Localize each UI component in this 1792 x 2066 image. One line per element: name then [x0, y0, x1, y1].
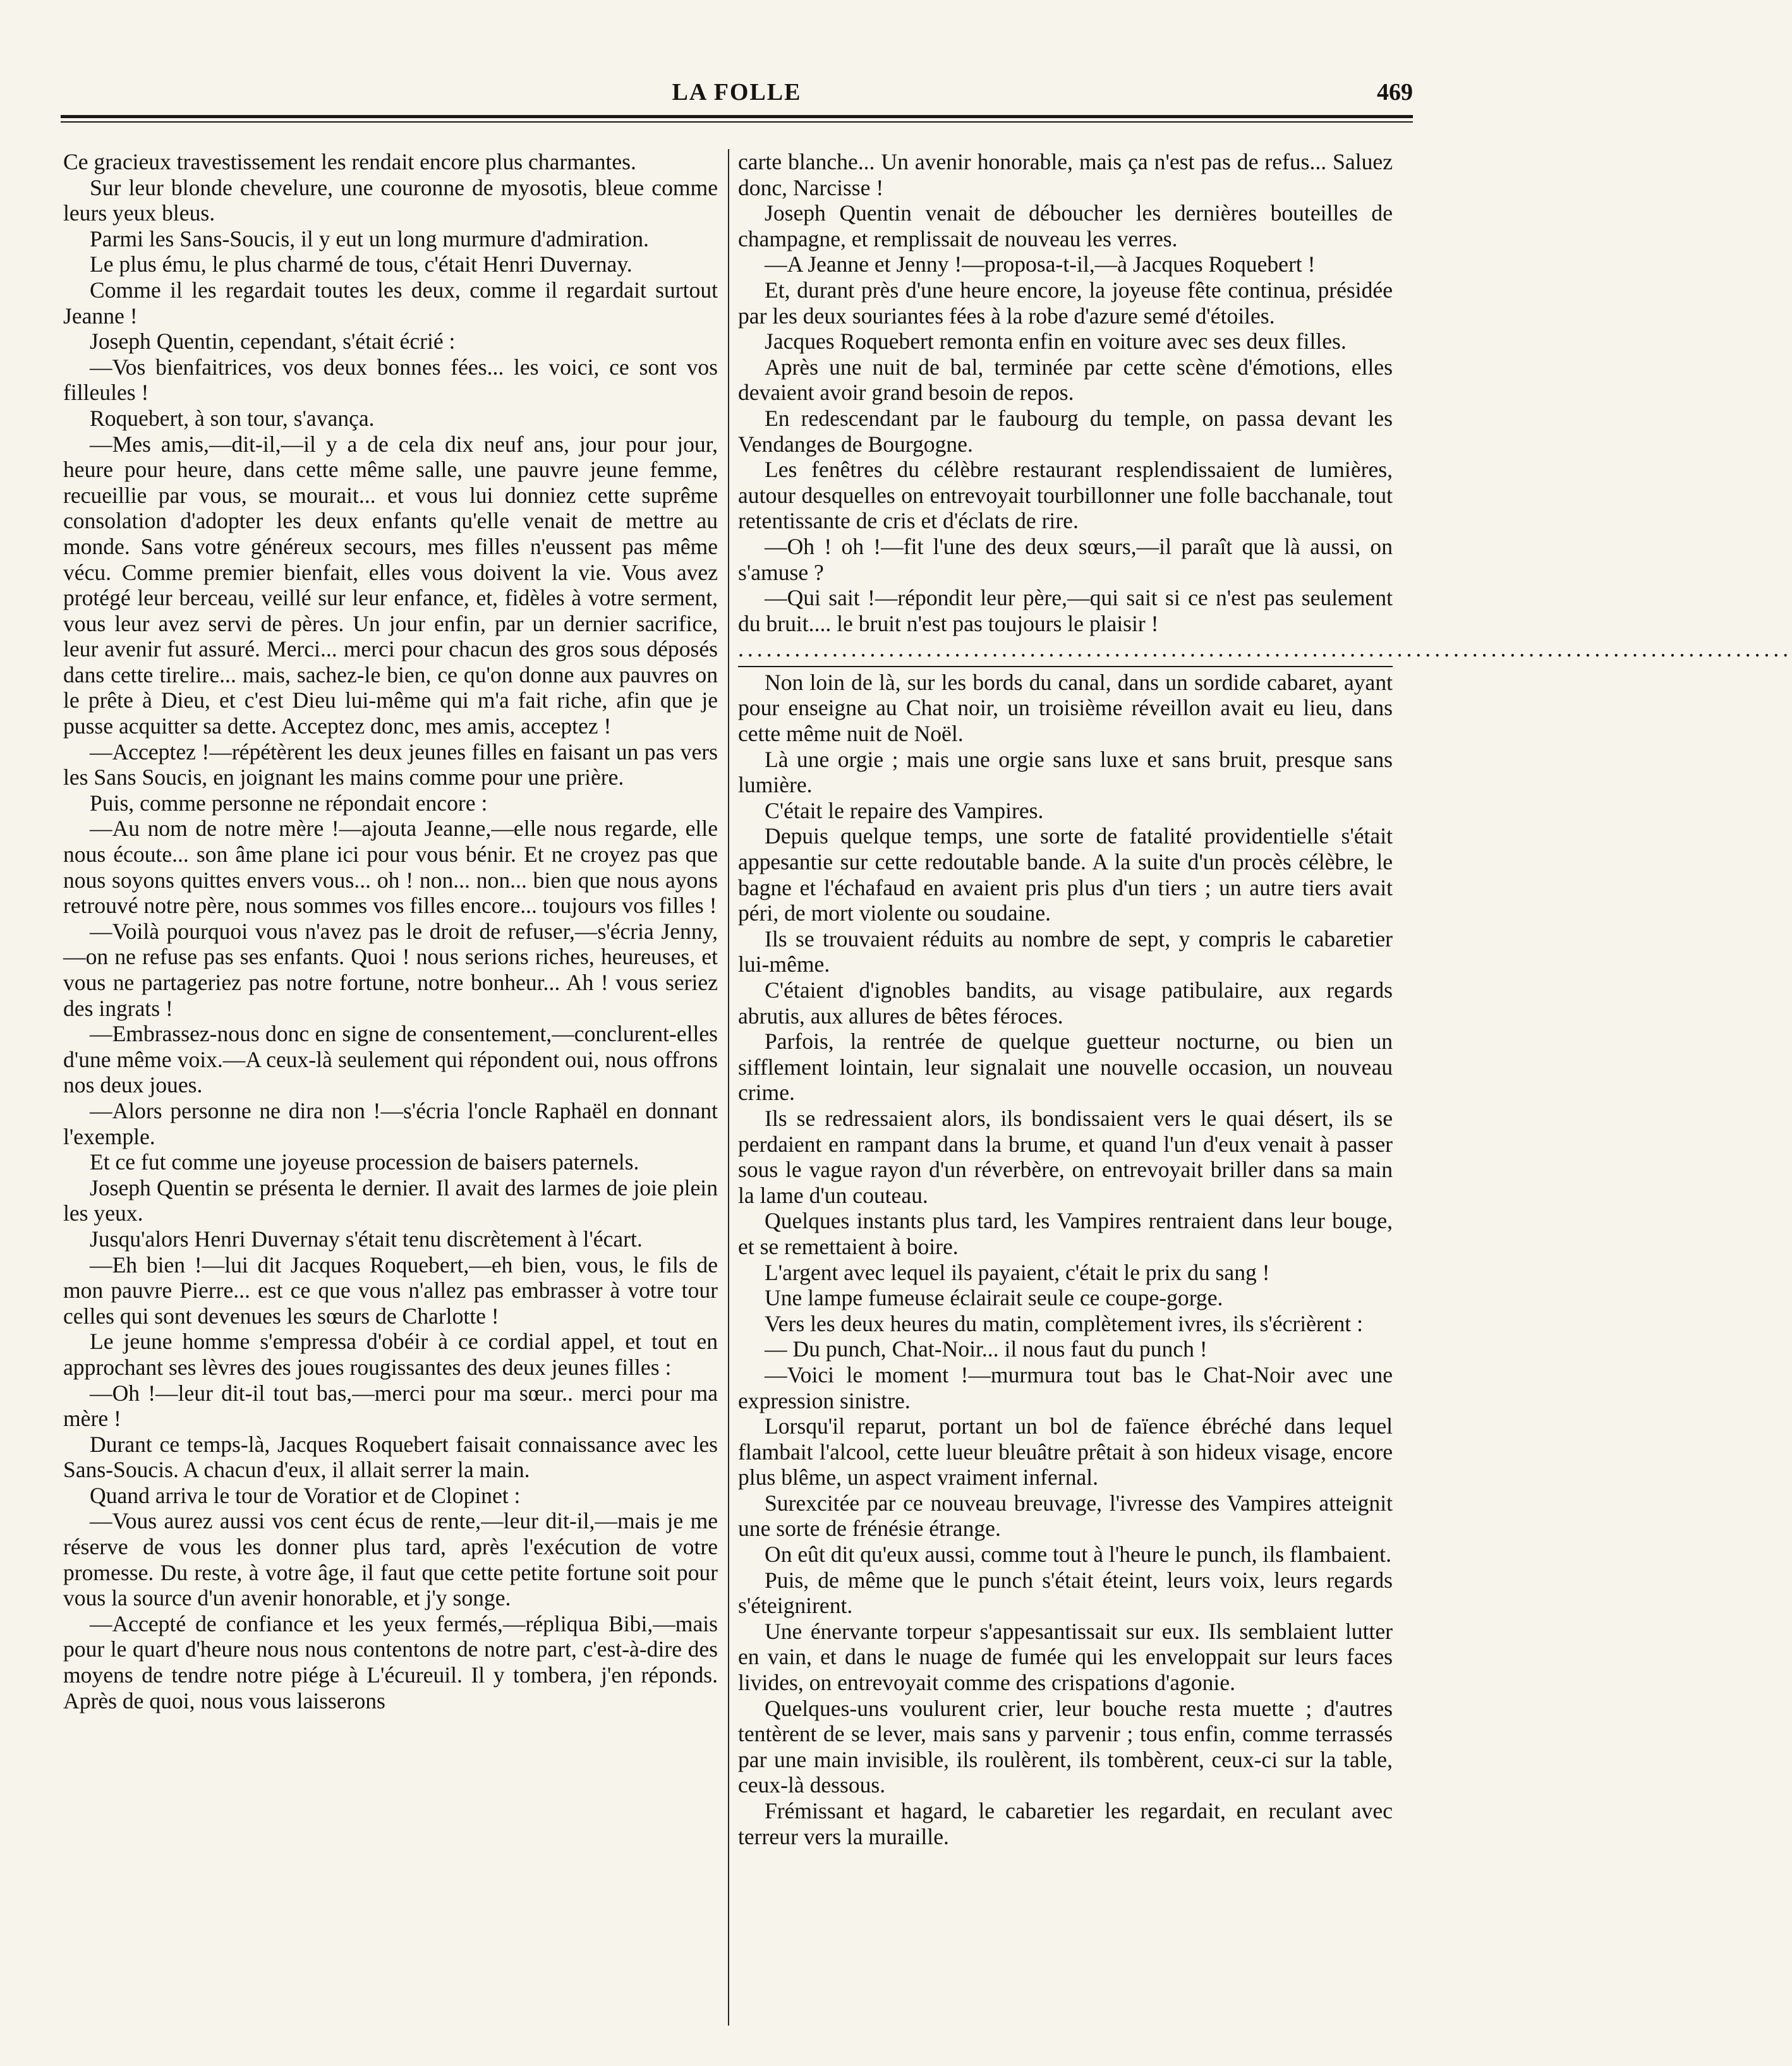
- paragraph: Là une orgie ; mais une orgie sans luxe et sans bruit, presque sans lumière.: [738, 746, 1393, 798]
- header-rule-thick: [61, 115, 1413, 118]
- paragraph: Une énervante torpeur s'appesantissait sur eux. Ils semblaient lutter en vain, et dans le nuage de fumée qui les enveloppait sur leurs faces livides, on entrevoyait comme des crispations d'agonie.: [738, 1618, 1393, 1696]
- paragraph: Sur leur blonde chevelure, une couronne de myosotis, bleue comme leurs yeux bleus.: [63, 174, 718, 226]
- section-separator-rule: [738, 666, 1393, 667]
- paragraph: Quelques instants plus tard, les Vampires rentraient dans leur bouge, et se remettaient à boire.: [738, 1208, 1393, 1259]
- paragraph: —Eh bien !—lui dit Jacques Roquebert,—eh bien, vous, le fils de mon pauvre Pierre... est ce que vous n'allez pas embrasser à votre tour celles qui sont devenues les sœurs de Charlotte !: [63, 1252, 718, 1329]
- paragraph: Joseph Quentin venait de déboucher les dernières bouteilles de champagne, et remplissait de nouveau les verres.: [738, 200, 1393, 251]
- paragraph: —Au nom de notre mère !—ajouta Jeanne,—elle nous regarde, elle nous écoute... son âme plane ici pour vous bénir. Et ne croyez pas que nous soyons quittes envers vous... oh ! non... non... bien que nous ayons retrouvé notre père, nous sommes vos filles encore... toujours vos filles !: [63, 816, 718, 919]
- paragraph: On eût dit qu'eux aussi, comme tout à l'heure le punch, ils flambaient.: [765, 1542, 1391, 1568]
- paragraph: Et ce fut comme une joyeuse procession de baisers paternels.: [90, 1149, 639, 1175]
- paragraph: Quelques-uns voulurent crier, leur bouche resta muette ; d'autres tentèrent de se lever, mais sans y parvenir ; tous enfin, comme terrassés par une main invisible, ils roulèrent, ils tombèrent, ceux-ci sur la table, ceux-là dessous.: [738, 1695, 1393, 1798]
- paragraph: Puis, comme personne ne répondait encore :: [90, 790, 488, 816]
- paragraph: Surexcitée par ce nouveau breuvage, l'ivresse des Vampires atteignit une sorte de frénésie étrange.: [738, 1490, 1393, 1542]
- paragraph: Ce gracieux travestissement les rendait encore plus charmantes.: [63, 149, 636, 174]
- right-column: [738, 149, 1792, 2038]
- paragraph: Jacques Roquebert remonta enfin en voiture avec ses deux filles.: [765, 329, 1347, 354]
- paragraph: C'étaient d'ignobles bandits, au visage patibulaire, aux regards abrutis, aux allures de bêtes féroces.: [738, 977, 1393, 1029]
- paragraph: —Vos bienfaitrices, vos deux bonnes fées... les voici, ce sont vos filleules !: [63, 354, 718, 406]
- paragraph: Joseph Quentin se présenta le dernier. Il avait des larmes de joie plein les yeux.: [63, 1175, 718, 1226]
- paragraph: Durant ce temps-là, Jacques Roquebert faisait connaissance avec les Sans-Soucis. A chacun d'eux, il allait serrer la main.: [63, 1431, 718, 1483]
- paragraph: Après une nuit de bal, terminée par cette scène d'émotions, elles devaient avoir grand besoin de repos.: [738, 354, 1393, 406]
- column-divider: [728, 149, 729, 2026]
- paragraph: Puis, de même que le punch s'était éteint, leurs voix, leurs regards s'éteignirent.: [738, 1567, 1393, 1619]
- paragraph: —Mes amis,—dit-il,—il y a de cela dix neuf ans, jour pour jour, heure pour heure, dans cette même salle, une pauvre jeune femme, recueillie par vous, se mourait... et vous lui donniez cette suprême consolation d'adopter les deux enfants qu'elle venait de mettre au monde. Sans votre généreux secours, mes filles n'eussent pas même vécu. Comme premier bienfait, elles vous doivent la vie. Vous avez protégé leur berceau, veillé sur leur enfance, et, fidèles à votre serment, vous leur avez servi de pères. Un jour enfin, par un dernier sacrifice, leur avenir fut assuré. Merci... merci pour chacun des gros sous déposés dans cette tirelire... mais, sachez-le bien, ce qu'on donne aux pauvres on le prête à Dieu, et c'est Dieu lui-même qui m'a fait riche, afin que je pusse acquitter sa dette. Acceptez donc, mes amis, acceptez !: [63, 431, 718, 739]
- page-header: [61, 75, 1413, 112]
- paragraph: Les fenêtres du célèbre restaurant resplendissaient de lumières, autour desquelles on entrevoyait tourbillonner une folle bacchanale, tout retentissante de cris et d'éclats de rire.: [738, 457, 1393, 534]
- paragraph: Lorsqu'il reparut, portant un bol de faïence ébréché dans lequel flambait l'alcool, cette lueur bleuâtre prêtait à son hideux visage, encore plus blême, un aspect vraiment infernal.: [738, 1413, 1393, 1490]
- paragraph: —Voici le moment !—murmura tout bas le Chat-Noir avec une expression sinistre.: [738, 1362, 1393, 1413]
- paragraph: Quand arriva le tour de Voratior et de Clopinet :: [90, 1482, 521, 1508]
- running-title: LA FOLLE: [672, 79, 802, 106]
- paragraph: —Oh ! oh !—fit l'une des deux sœurs,—il paraît que là aussi, on s'amuse ?: [738, 533, 1393, 585]
- paragraph: Depuis quelque temps, une sorte de fatalité providentielle s'était appesantie sur cette redoutable bande. A la suite d'un procès célèbre, le bagne et l'échafaud en avaient pris plus d'un tiers ; un autre tiers avait péri, de mort violente ou soudaine.: [738, 823, 1393, 926]
- paragraph: Le jeune homme s'empressa d'obéir à ce cordial appel, et tout en approchant ses lèvres des joues rougissantes des deux jeunes filles :: [63, 1329, 718, 1380]
- paragraph: —A Jeanne et Jenny !—proposa-t-il,—à Jacques Roquebert !: [765, 251, 1316, 277]
- paragraph: —Vous aurez aussi vos cent écus de rente,—leur dit-il,—mais je me réserve de vous les donner plus tard, après l'exécution de votre promesse. Du reste, à votre âge, il faut que cette petite fortune soit pour vous la source d'un avenir honorable, et j'y songe.: [63, 1508, 718, 1611]
- paragraph: Parfois, la rentrée de quelque guetteur nocturne, ou bien un sifflement lointain, leur signalait une nouvelle occasion, un nouveau crime.: [738, 1029, 1393, 1106]
- paragraph: carte blanche... Un avenir honorable, mais ça n'est pas de refus... Saluez donc, Narcisse !: [738, 149, 1393, 200]
- paragraph: —Embrassez-nous donc en signe de consentement,—conclurent-elles d'une même voix.—A ceux-là seulement qui répondent oui, nous offrons nos deux joues.: [63, 1021, 718, 1098]
- paragraph: —Voilà pourquoi vous n'avez pas le droit de refuser,—s'écria Jenny,—on ne refuse pas ses enfants. Quoi ! nous serions riches, heureuses, et vous ne partageriez pas notre fortune, notre bonheur... Ah ! vous seriez des ingrats !: [63, 918, 718, 1021]
- paragraph: Comme il les regardait toutes les deux, comme il regardait surtout Jeanne !: [63, 277, 718, 329]
- paragraph: Parmi les Sans-Soucis, il y eut un long murmure d'admiration.: [90, 226, 649, 251]
- header-rule-thin: [61, 121, 1413, 123]
- paragraph: C'était le repaire des Vampires.: [765, 797, 1044, 823]
- paragraph: — Du punch, Chat-Noir... il nous faut du punch !: [765, 1336, 1208, 1362]
- paragraph: —Qui sait !—répondit leur père,—qui sait si ce n'est pas seulement du bruit.... le bruit n'est pas toujours le plaisir !: [738, 585, 1393, 636]
- paragraph: —Alors personne ne dira non !—s'écria l'oncle Raphaël en donnant l'exemple.: [63, 1097, 718, 1149]
- paragraph: Joseph Quentin, cependant, s'était écrié :: [90, 329, 456, 354]
- paragraph: Et, durant près d'une heure encore, la joyeuse fête continua, présidée par les deux souriantes fées à la robe d'azure semé d'étoiles.: [738, 277, 1393, 329]
- paragraph: L'argent avec lequel ils payaient, c'était le prix du sang !: [765, 1259, 1270, 1285]
- page-number: 469: [1377, 79, 1413, 106]
- paragraph: Le plus ému, le plus charmé de tous, c'était Henri Duvernay.: [90, 251, 633, 277]
- paragraph: Ils se redressaient alors, ils bondissaient vers le quai désert, ils se perdaient en rampant dans la brume, et quand l'un d'eux venait à passer sous le vague rayon d'un réverbère, on entrevoyait briller dans sa main la lame d'un couteau.: [738, 1105, 1393, 1208]
- paragraph: —Acceptez !—répétèrent les deux jeunes filles en faisant un pas vers les Sans Soucis, en joignant les mains comme pour une prière.: [63, 739, 718, 790]
- paragraph: Non loin de là, sur les bords du canal, dans un sordide cabaret, ayant pour enseigne au Chat noir, un troisième réveillon avait eu lieu, dans cette même nuit de Noël.: [738, 669, 1393, 747]
- paragraph: Une lampe fumeuse éclairait seule ce coupe-gorge.: [765, 1285, 1223, 1311]
- paragraph: En redescendant par le faubourg du temple, on passa devant les Vendanges de Bourgogne.: [738, 405, 1393, 457]
- paragraph: Jusqu'alors Henri Duvernay s'était tenu discrètement à l'écart.: [90, 1226, 643, 1252]
- paragraph: Vers les deux heures du matin, complètement ivres, ils s'écrièrent :: [765, 1310, 1363, 1336]
- paragraph: —Accepté de confiance et les yeux fermés,—répliqua Bibi,—mais pour le quart d'heure nous nous contentons de notre part, c'est-à-dire des moyens de tendre notre piége à L'écureuil. Il y tombera, j'en réponds. Après de quoi, nous vous laisserons: [63, 1610, 718, 1713]
- left-column: [63, 149, 718, 2038]
- paragraph: —Oh !—leur dit-il tout bas,—merci pour ma sœur.. merci pour ma mère !: [63, 1380, 718, 1432]
- paragraph: Roquebert, à son tour, s'avança.: [90, 405, 375, 431]
- paragraph: Ils se trouvaient réduits au nombre de sept, y compris le cabaretier lui-même.: [738, 926, 1393, 977]
- paragraph: Frémissant et hagard, le cabaretier les regardait, en reculant avec terreur vers la muraille.: [738, 1798, 1393, 1849]
- header-rules: [61, 115, 1413, 123]
- section-separator-dots: ................................................................................................................: [738, 636, 1792, 662]
